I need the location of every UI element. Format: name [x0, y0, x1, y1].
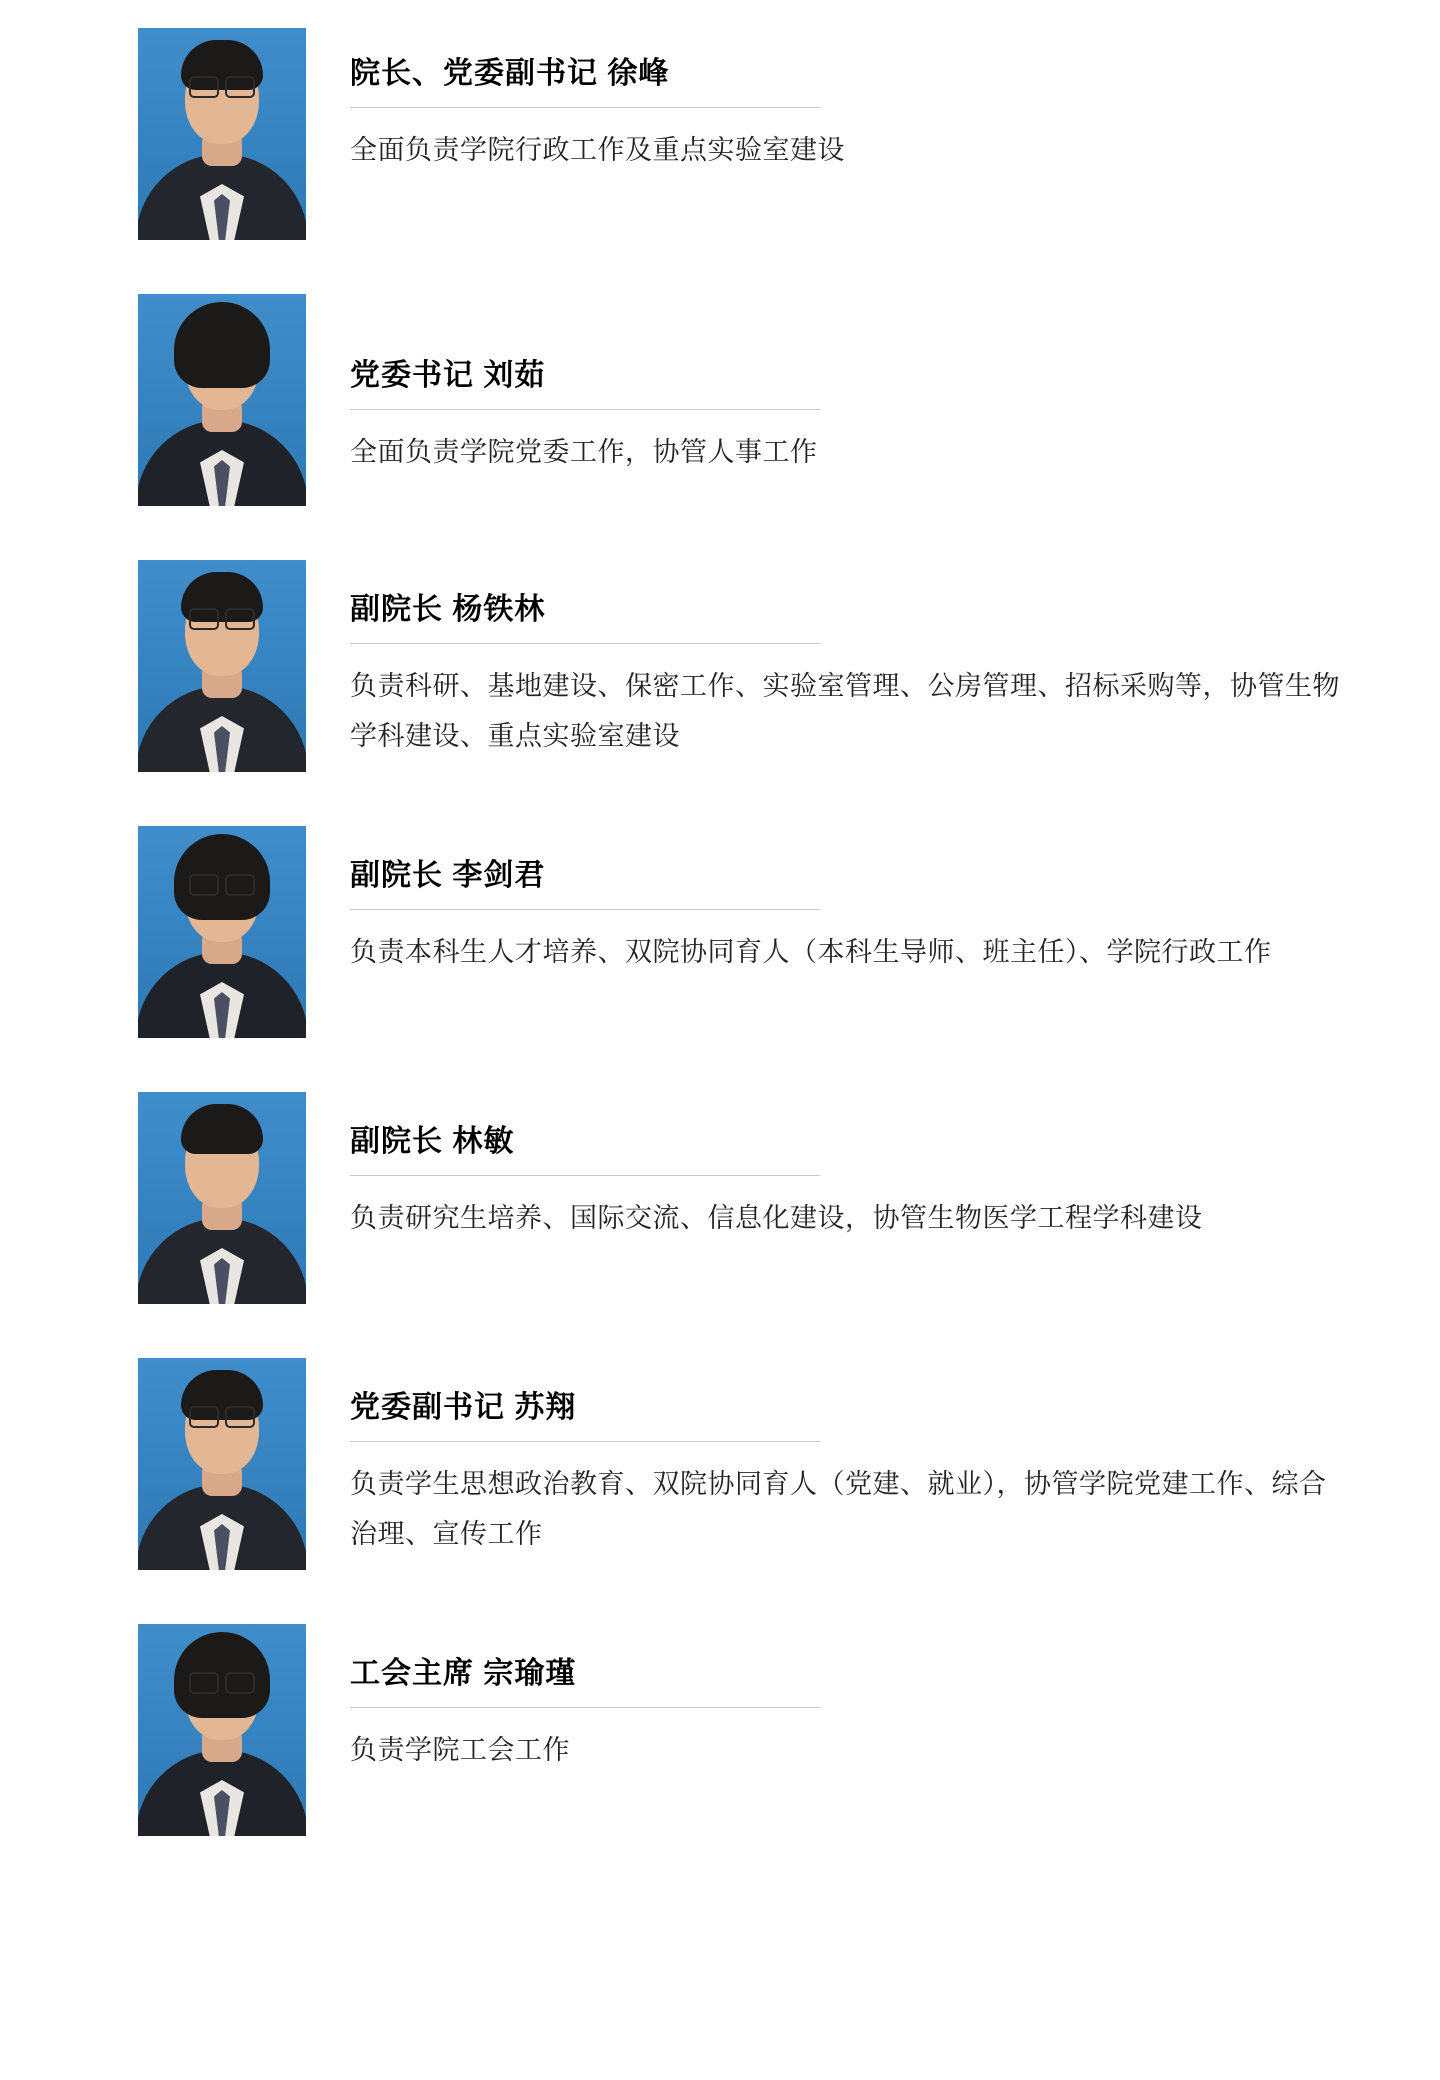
leader-info — [306, 1624, 1380, 1776]
divider — [350, 1707, 820, 1708]
leader-photo — [138, 826, 306, 1038]
leader-title: 党委副书记 苏翔 — [350, 1391, 577, 1424]
portrait-yangtielin — [138, 560, 306, 772]
leader-info — [306, 294, 1380, 478]
portrait-linmin — [138, 1092, 306, 1304]
leader-photo — [138, 1358, 306, 1570]
leader-duty: 负责研究生培养、国际交流、信息化建设，协管生物医学工程学科建设 — [350, 1203, 1203, 1233]
portrait-xufeng — [138, 28, 306, 240]
leader-title: 院长、党委副书记 徐峰 — [350, 57, 670, 90]
leader-photo — [138, 294, 306, 506]
divider — [350, 909, 820, 910]
divider — [350, 643, 820, 644]
leader-row — [0, 1624, 1440, 1836]
leader-row — [0, 1358, 1440, 1570]
divider — [350, 409, 820, 410]
leader-duty: 全面负责学院行政工作及重点实验室建设 — [350, 135, 845, 165]
leader-list — [0, 28, 1440, 1836]
leader-title: 党委书记 刘茹 — [350, 359, 546, 392]
leader-title: 副院长 杨铁林 — [350, 593, 546, 626]
leader-row — [0, 1092, 1440, 1304]
leader-title: 工会主席 宗瑜瑾 — [350, 1657, 577, 1690]
divider — [350, 107, 820, 108]
glasses-icon — [187, 874, 257, 892]
leader-duty: 负责学院工会工作 — [350, 1735, 570, 1765]
leader-title: 副院长 林敏 — [350, 1125, 515, 1158]
leader-photo — [138, 560, 306, 772]
leader-photo — [138, 1624, 306, 1836]
photo-hair — [174, 302, 270, 388]
glasses-icon — [187, 1672, 257, 1690]
divider — [350, 1175, 820, 1176]
leader-row — [0, 28, 1440, 240]
portrait-suxiang — [138, 1358, 306, 1570]
portrait-liuru — [138, 294, 306, 506]
leader-info — [306, 1092, 1380, 1244]
portrait-lijianjun — [138, 826, 306, 1038]
glasses-icon — [187, 1406, 257, 1424]
glasses-icon — [187, 76, 257, 94]
leader-duty: 全面负责学院党委工作，协管人事工作 — [350, 437, 818, 467]
leader-photo — [138, 1092, 306, 1304]
portrait-zongyujin — [138, 1624, 306, 1836]
leader-info — [306, 1358, 1380, 1560]
leader-info — [306, 28, 1380, 176]
leader-info — [306, 826, 1380, 978]
leader-row — [0, 826, 1440, 1038]
leader-row — [0, 294, 1440, 506]
glasses-icon — [187, 608, 257, 626]
leader-photo — [138, 28, 306, 240]
divider — [350, 1441, 820, 1442]
leader-duty: 负责学生思想政治教育、双院协同育人（党建、就业），协管学院党建工作、综合治理、宣传工作 — [350, 1469, 1327, 1549]
leader-row — [0, 560, 1440, 772]
leader-info — [306, 560, 1380, 762]
leader-duty: 负责本科生人才培养、双院协同育人（本科生导师、班主任）、学院行政工作 — [350, 937, 1272, 967]
leader-duty: 负责科研、基地建设、保密工作、实验室管理、公房管理、招标采购等，协管生物学科建设、重点实验室建设 — [350, 671, 1340, 751]
leader-title: 副院长 李剑君 — [350, 859, 546, 892]
